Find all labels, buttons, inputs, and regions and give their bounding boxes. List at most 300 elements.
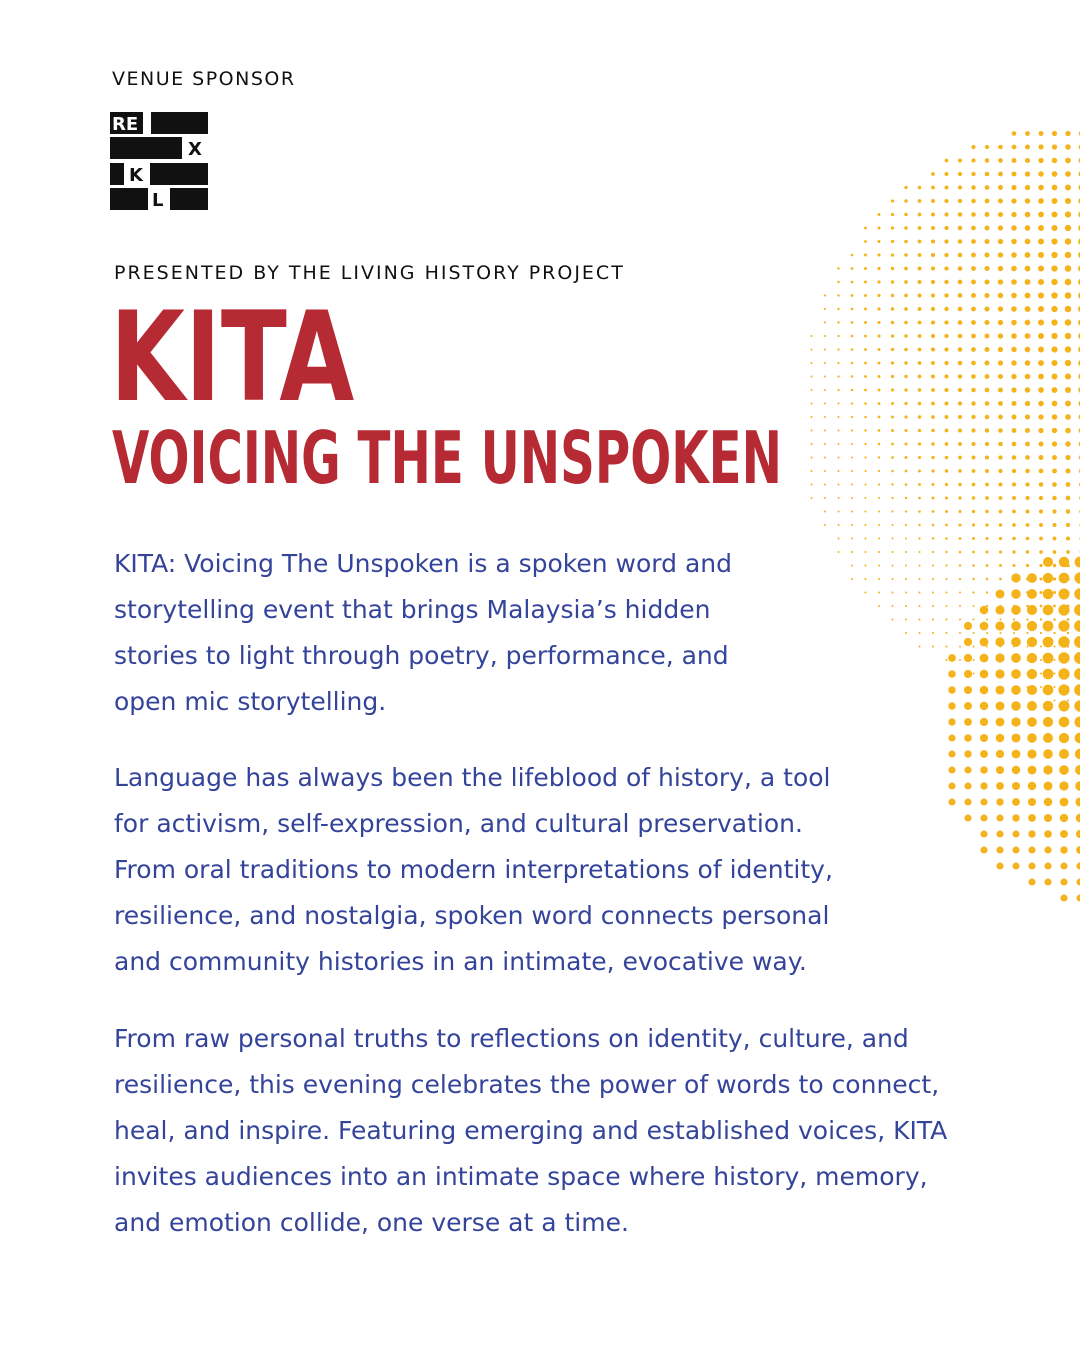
halftone-dot (878, 551, 880, 553)
halftone-dot (944, 293, 948, 297)
paragraph-line: From oral traditions to modern interpretations of identity, (114, 855, 833, 884)
halftone-dot (1052, 414, 1058, 420)
halftone-dot (958, 442, 962, 446)
halftone-dot (904, 415, 907, 418)
halftone-dot (892, 605, 894, 607)
halftone-dot (945, 415, 949, 419)
halftone-dot (944, 374, 948, 378)
halftone-dot (932, 551, 934, 553)
halftone-dot (964, 718, 972, 726)
halftone-dot (932, 646, 934, 648)
halftone-dot (878, 578, 880, 580)
halftone-dot (918, 402, 922, 406)
halftone-dot (931, 334, 935, 338)
halftone-dot (944, 361, 948, 365)
halftone-dot (1040, 645, 1042, 647)
halftone-dot (1052, 469, 1057, 474)
halftone-dot (1058, 652, 1069, 663)
halftone-dot (931, 469, 934, 472)
halftone-dot (811, 335, 813, 337)
halftone-dot (877, 294, 880, 297)
halftone-dot (948, 670, 956, 678)
halftone-dot (1038, 306, 1044, 312)
halftone-dot (864, 254, 867, 257)
halftone-dot (865, 497, 867, 499)
halftone-dot (931, 415, 935, 419)
halftone-dot (1011, 320, 1017, 326)
halftone-dot (1059, 701, 1070, 712)
halftone-dot (972, 605, 974, 607)
halftone-dot (1065, 455, 1070, 460)
halftone-dot (1027, 717, 1037, 727)
halftone-dot (958, 388, 962, 392)
halftone-dot (1038, 185, 1044, 191)
halftone-dot (985, 537, 988, 540)
halftone-dot (824, 308, 826, 310)
halftone-dot (1067, 618, 1070, 621)
halftone-dot (985, 158, 989, 162)
halftone-dot (1012, 564, 1015, 567)
halftone-dot (1028, 814, 1036, 822)
halftone-dot (1077, 879, 1080, 886)
halftone-dot (918, 307, 922, 311)
halftone-dot (865, 538, 867, 540)
halftone-dot (996, 734, 1005, 743)
halftone-dot (995, 653, 1004, 662)
halftone-dot (945, 524, 948, 527)
halftone-dot (1039, 509, 1043, 513)
halftone-dot (891, 253, 894, 256)
halftone-dot (891, 240, 894, 243)
halftone-dot (1043, 637, 1054, 648)
halftone-dot (837, 402, 839, 404)
halftone-dot (995, 685, 1004, 694)
halftone-dot (984, 252, 989, 257)
halftone-dot (1052, 131, 1057, 136)
halftone-dot (1038, 374, 1044, 380)
halftone-dot (878, 416, 881, 419)
halftone-dot (905, 470, 908, 473)
halftone-dot (971, 253, 976, 258)
halftone-dot (998, 145, 1003, 150)
halftone-dot (1043, 733, 1053, 743)
halftone-dot (932, 524, 935, 527)
halftone-dot (918, 551, 920, 553)
halftone-dot (1076, 846, 1080, 854)
halftone-dot (944, 347, 948, 351)
halftone-dot (1043, 557, 1053, 567)
halftone-dot (1011, 360, 1016, 365)
halftone-dot (824, 443, 826, 445)
halftone-dot (1043, 605, 1054, 616)
halftone-dot (1052, 441, 1057, 446)
halftone-dot (918, 497, 921, 500)
halftone-dot (980, 718, 988, 726)
halftone-dot (959, 578, 961, 580)
halftone-dot (944, 199, 948, 203)
halftone-dot (1053, 605, 1056, 608)
halftone-dot (984, 333, 989, 338)
halftone-dot (1065, 441, 1070, 446)
paragraph-line: and emotion collide, one verse at a time. (114, 1208, 629, 1237)
halftone-dot (1076, 862, 1080, 869)
halftone-dot (1011, 685, 1021, 695)
halftone-dot (949, 751, 956, 758)
halftone-dot (1013, 632, 1015, 634)
halftone-dot (998, 469, 1002, 473)
halftone-dot (1025, 401, 1030, 406)
halftone-dot (838, 538, 840, 540)
halftone-dot (1060, 798, 1069, 807)
halftone-dot (1038, 239, 1044, 245)
halftone-dot (1025, 496, 1029, 500)
halftone-dot (946, 605, 948, 607)
halftone-dot (1065, 185, 1071, 191)
description-paragraph-1 (114, 541, 732, 725)
halftone-dot (1051, 306, 1057, 312)
halftone-dot (998, 225, 1003, 230)
halftone-dot (948, 686, 956, 694)
halftone-dot (891, 470, 894, 473)
halftone-dot (931, 253, 935, 257)
halftone-dot (877, 240, 880, 243)
halftone-dot (905, 510, 907, 512)
halftone-dot (958, 307, 963, 312)
halftone-dot (958, 172, 962, 176)
halftone-dot (1074, 572, 1080, 583)
halftone-dot (851, 565, 853, 567)
paragraph-line: invites audiences into an intimate space where history, memory, (114, 1162, 928, 1191)
paragraph-line: open mic storytelling. (114, 687, 387, 716)
halftone-dot (971, 401, 975, 405)
halftone-dot (945, 537, 948, 540)
halftone-dot (918, 483, 921, 486)
halftone-dot (918, 280, 922, 284)
halftone-dot (985, 388, 990, 393)
halftone-dot (998, 212, 1003, 217)
halftone-dot (1025, 158, 1030, 163)
halftone-dot (1052, 144, 1057, 149)
halftone-dot (1065, 346, 1071, 352)
halftone-dot (1039, 482, 1044, 487)
halftone-dot (904, 280, 908, 284)
halftone-dot (1038, 265, 1044, 271)
halftone-dot (1012, 482, 1016, 486)
halftone-dot (972, 510, 975, 513)
halftone-dot (905, 551, 907, 553)
halftone-dot (999, 510, 1003, 514)
halftone-dot (1025, 442, 1030, 447)
halftone-dot (944, 212, 948, 216)
halftone-dot (999, 550, 1002, 553)
halftone-dot (905, 443, 908, 446)
halftone-dot (1040, 673, 1042, 675)
halftone-dot (891, 334, 894, 337)
halftone-dot (958, 510, 961, 513)
halftone-dot (958, 199, 962, 203)
halftone-dot (948, 702, 955, 709)
halftone-dot (1074, 716, 1080, 727)
halftone-dot (985, 415, 990, 420)
halftone-dot (931, 375, 935, 379)
halftone-dot (1011, 374, 1016, 379)
halftone-dot (1038, 347, 1044, 353)
halftone-dot (972, 551, 975, 554)
halftone-dot (891, 510, 893, 512)
halftone-dot (1025, 360, 1031, 366)
halftone-dot (904, 429, 907, 432)
halftone-dot (824, 457, 826, 459)
halftone-dot (824, 403, 826, 405)
halftone-dot (918, 524, 920, 526)
halftone-dot (965, 799, 972, 806)
halftone-dot (1066, 523, 1070, 527)
halftone-dot (972, 591, 974, 593)
halftone-dot (997, 815, 1004, 822)
halftone-dot (931, 307, 935, 311)
halftone-dot (905, 565, 907, 567)
halftone-dot (864, 402, 867, 405)
halftone-dot (1051, 211, 1057, 217)
halftone-dot (1025, 198, 1030, 203)
halftone-dot (904, 267, 908, 271)
halftone-dot (824, 430, 826, 432)
halftone-dot (1075, 765, 1080, 775)
halftone-dot (878, 483, 880, 485)
halftone-dot (1012, 798, 1020, 806)
halftone-dot (864, 281, 867, 284)
halftone-dot (1038, 401, 1044, 407)
description-paragraph-3 (114, 1016, 947, 1246)
halftone-dot (996, 766, 1004, 774)
halftone-dot (931, 361, 935, 365)
halftone-dot (931, 280, 935, 284)
halftone-dot (972, 564, 975, 567)
halftone-dot (1025, 469, 1030, 474)
event-title: KITA (110, 286, 355, 430)
halftone-dot (965, 783, 972, 790)
halftone-dot (948, 718, 955, 725)
halftone-dot (877, 348, 880, 351)
halftone-dot (971, 307, 976, 312)
halftone-dot (811, 416, 813, 418)
halftone-dot (958, 212, 962, 216)
halftone-dot (998, 388, 1003, 393)
halftone-dot (864, 416, 867, 419)
halftone-dot (1061, 895, 1068, 902)
logo-letter-k: K (129, 165, 143, 186)
halftone-dot (905, 537, 907, 539)
halftone-dot (864, 321, 867, 324)
halftone-dot (958, 483, 961, 486)
halftone-dot (980, 638, 989, 647)
halftone-dot (1012, 158, 1017, 163)
halftone-dot (905, 619, 907, 621)
halftone-dot (811, 376, 813, 378)
halftone-dot (931, 402, 935, 406)
paragraph-line: stories to light through poetry, performance, and (114, 641, 729, 670)
halftone-dot (891, 375, 894, 378)
halftone-dot (864, 362, 867, 365)
halftone-dot (945, 578, 947, 580)
halftone-dot (891, 267, 894, 270)
halftone-dot (1012, 523, 1016, 527)
halftone-dot (892, 619, 894, 621)
halftone-dot (945, 564, 947, 566)
halftone-dot (1026, 618, 1028, 620)
halftone-dot (971, 212, 976, 217)
halftone-dot (865, 578, 867, 580)
halftone-dot (996, 782, 1004, 790)
halftone-dot (837, 308, 839, 310)
halftone-dot (838, 457, 840, 459)
halftone-dot (878, 538, 880, 540)
halftone-dot (1065, 292, 1072, 299)
halftone-dot (984, 320, 989, 325)
halftone-dot (1039, 469, 1044, 474)
halftone-dot (1040, 659, 1042, 661)
halftone-dot (980, 622, 989, 631)
halftone-dot (918, 415, 921, 418)
halftone-dot (1025, 171, 1030, 176)
halftone-dot (824, 376, 826, 378)
halftone-dot (958, 253, 963, 258)
halftone-dot (891, 483, 893, 485)
halftone-dot (985, 347, 990, 352)
halftone-dot (892, 592, 894, 594)
halftone-dot (1074, 604, 1080, 616)
halftone-dot (1053, 550, 1057, 554)
halftone-dot (1040, 618, 1042, 620)
halftone-dot (958, 185, 962, 189)
halftone-dot (1029, 879, 1036, 886)
halftone-dot (918, 510, 921, 513)
halftone-dot (971, 320, 976, 325)
halftone-dot (972, 578, 974, 580)
halftone-dot (998, 428, 1003, 433)
halftone-dot (1025, 387, 1030, 392)
halftone-dot (918, 361, 922, 365)
halftone-dot (811, 457, 813, 459)
halftone-dot (851, 497, 853, 499)
halftone-dot (986, 564, 989, 567)
halftone-dot (824, 524, 826, 526)
halftone-dot (958, 496, 961, 499)
halftone-dot (964, 654, 972, 662)
halftone-dot (1065, 238, 1071, 244)
halftone-dot (824, 497, 826, 499)
halftone-dot (904, 253, 908, 257)
halftone-dot (1025, 225, 1031, 231)
halftone-dot (1074, 636, 1080, 648)
venue-sponsor-label: VENUE SPONSOR (112, 68, 296, 90)
halftone-dot (905, 524, 907, 526)
halftone-dot (971, 442, 975, 446)
halftone-dot (851, 457, 853, 459)
halftone-dot (811, 403, 813, 405)
halftone-dot (1044, 814, 1052, 822)
halftone-dot (837, 321, 839, 323)
halftone-dot (891, 213, 894, 216)
halftone-dot (1027, 621, 1037, 631)
halftone-dot (1065, 360, 1071, 366)
halftone-dot (1052, 198, 1058, 204)
halftone-dot (1012, 550, 1015, 553)
halftone-dot (985, 428, 989, 432)
halftone-dot (1012, 131, 1017, 136)
halftone-dot (838, 497, 840, 499)
halftone-dot (1051, 346, 1057, 352)
halftone-dot (1065, 279, 1072, 286)
halftone-dot (1066, 496, 1071, 501)
halftone-dot (973, 619, 975, 621)
halftone-dot (1039, 496, 1043, 500)
halftone-dot (1052, 428, 1057, 433)
halftone-dot (1077, 895, 1080, 902)
halftone-dot (984, 293, 989, 298)
halftone-dot (959, 591, 961, 593)
halftone-dot (944, 388, 948, 392)
halftone-dot (918, 348, 922, 352)
halftone-dot (1074, 588, 1080, 599)
halftone-dot (1058, 636, 1069, 647)
halftone-dot (864, 240, 867, 243)
halftone-dot (985, 212, 990, 217)
halftone-dot (1026, 632, 1028, 634)
halftone-dot (1025, 212, 1031, 218)
halftone-dot (981, 831, 988, 838)
halftone-dot (1058, 684, 1069, 695)
halftone-dot (1011, 733, 1020, 742)
halftone-dot (971, 239, 976, 244)
halftone-dot (851, 294, 854, 297)
halftone-dot (1058, 668, 1069, 679)
halftone-dot (1060, 846, 1067, 853)
halftone-dot (996, 590, 1005, 599)
halftone-dot (878, 592, 880, 594)
halftone-dot (1011, 212, 1016, 217)
halftone-dot (958, 293, 963, 298)
halftone-dot (811, 389, 813, 391)
halftone-dot (998, 374, 1003, 379)
halftone-dot (980, 654, 989, 663)
halftone-dot (1074, 620, 1080, 632)
halftone-dot (919, 646, 921, 648)
halftone-dot (1052, 171, 1058, 177)
halftone-dot (946, 619, 948, 621)
halftone-dot (919, 619, 921, 621)
halftone-dot (949, 783, 956, 790)
halftone-dot (949, 799, 956, 806)
halftone-dot (944, 266, 948, 270)
halftone-dot (1025, 239, 1031, 245)
halftone-dot (1052, 496, 1056, 500)
halftone-dot (985, 483, 989, 487)
halftone-dot (931, 293, 935, 297)
halftone-dot (973, 659, 975, 661)
halftone-dot (964, 670, 972, 678)
halftone-dot (959, 659, 961, 661)
halftone-dot (1065, 144, 1071, 150)
halftone-dot (984, 266, 989, 271)
halftone-dot (931, 199, 935, 203)
halftone-dot (998, 185, 1003, 190)
halftone-dot (981, 799, 988, 806)
halftone-dot (1011, 605, 1021, 615)
halftone-dot (931, 483, 934, 486)
halftone-dot (878, 470, 880, 472)
halftone-dot (878, 443, 881, 446)
